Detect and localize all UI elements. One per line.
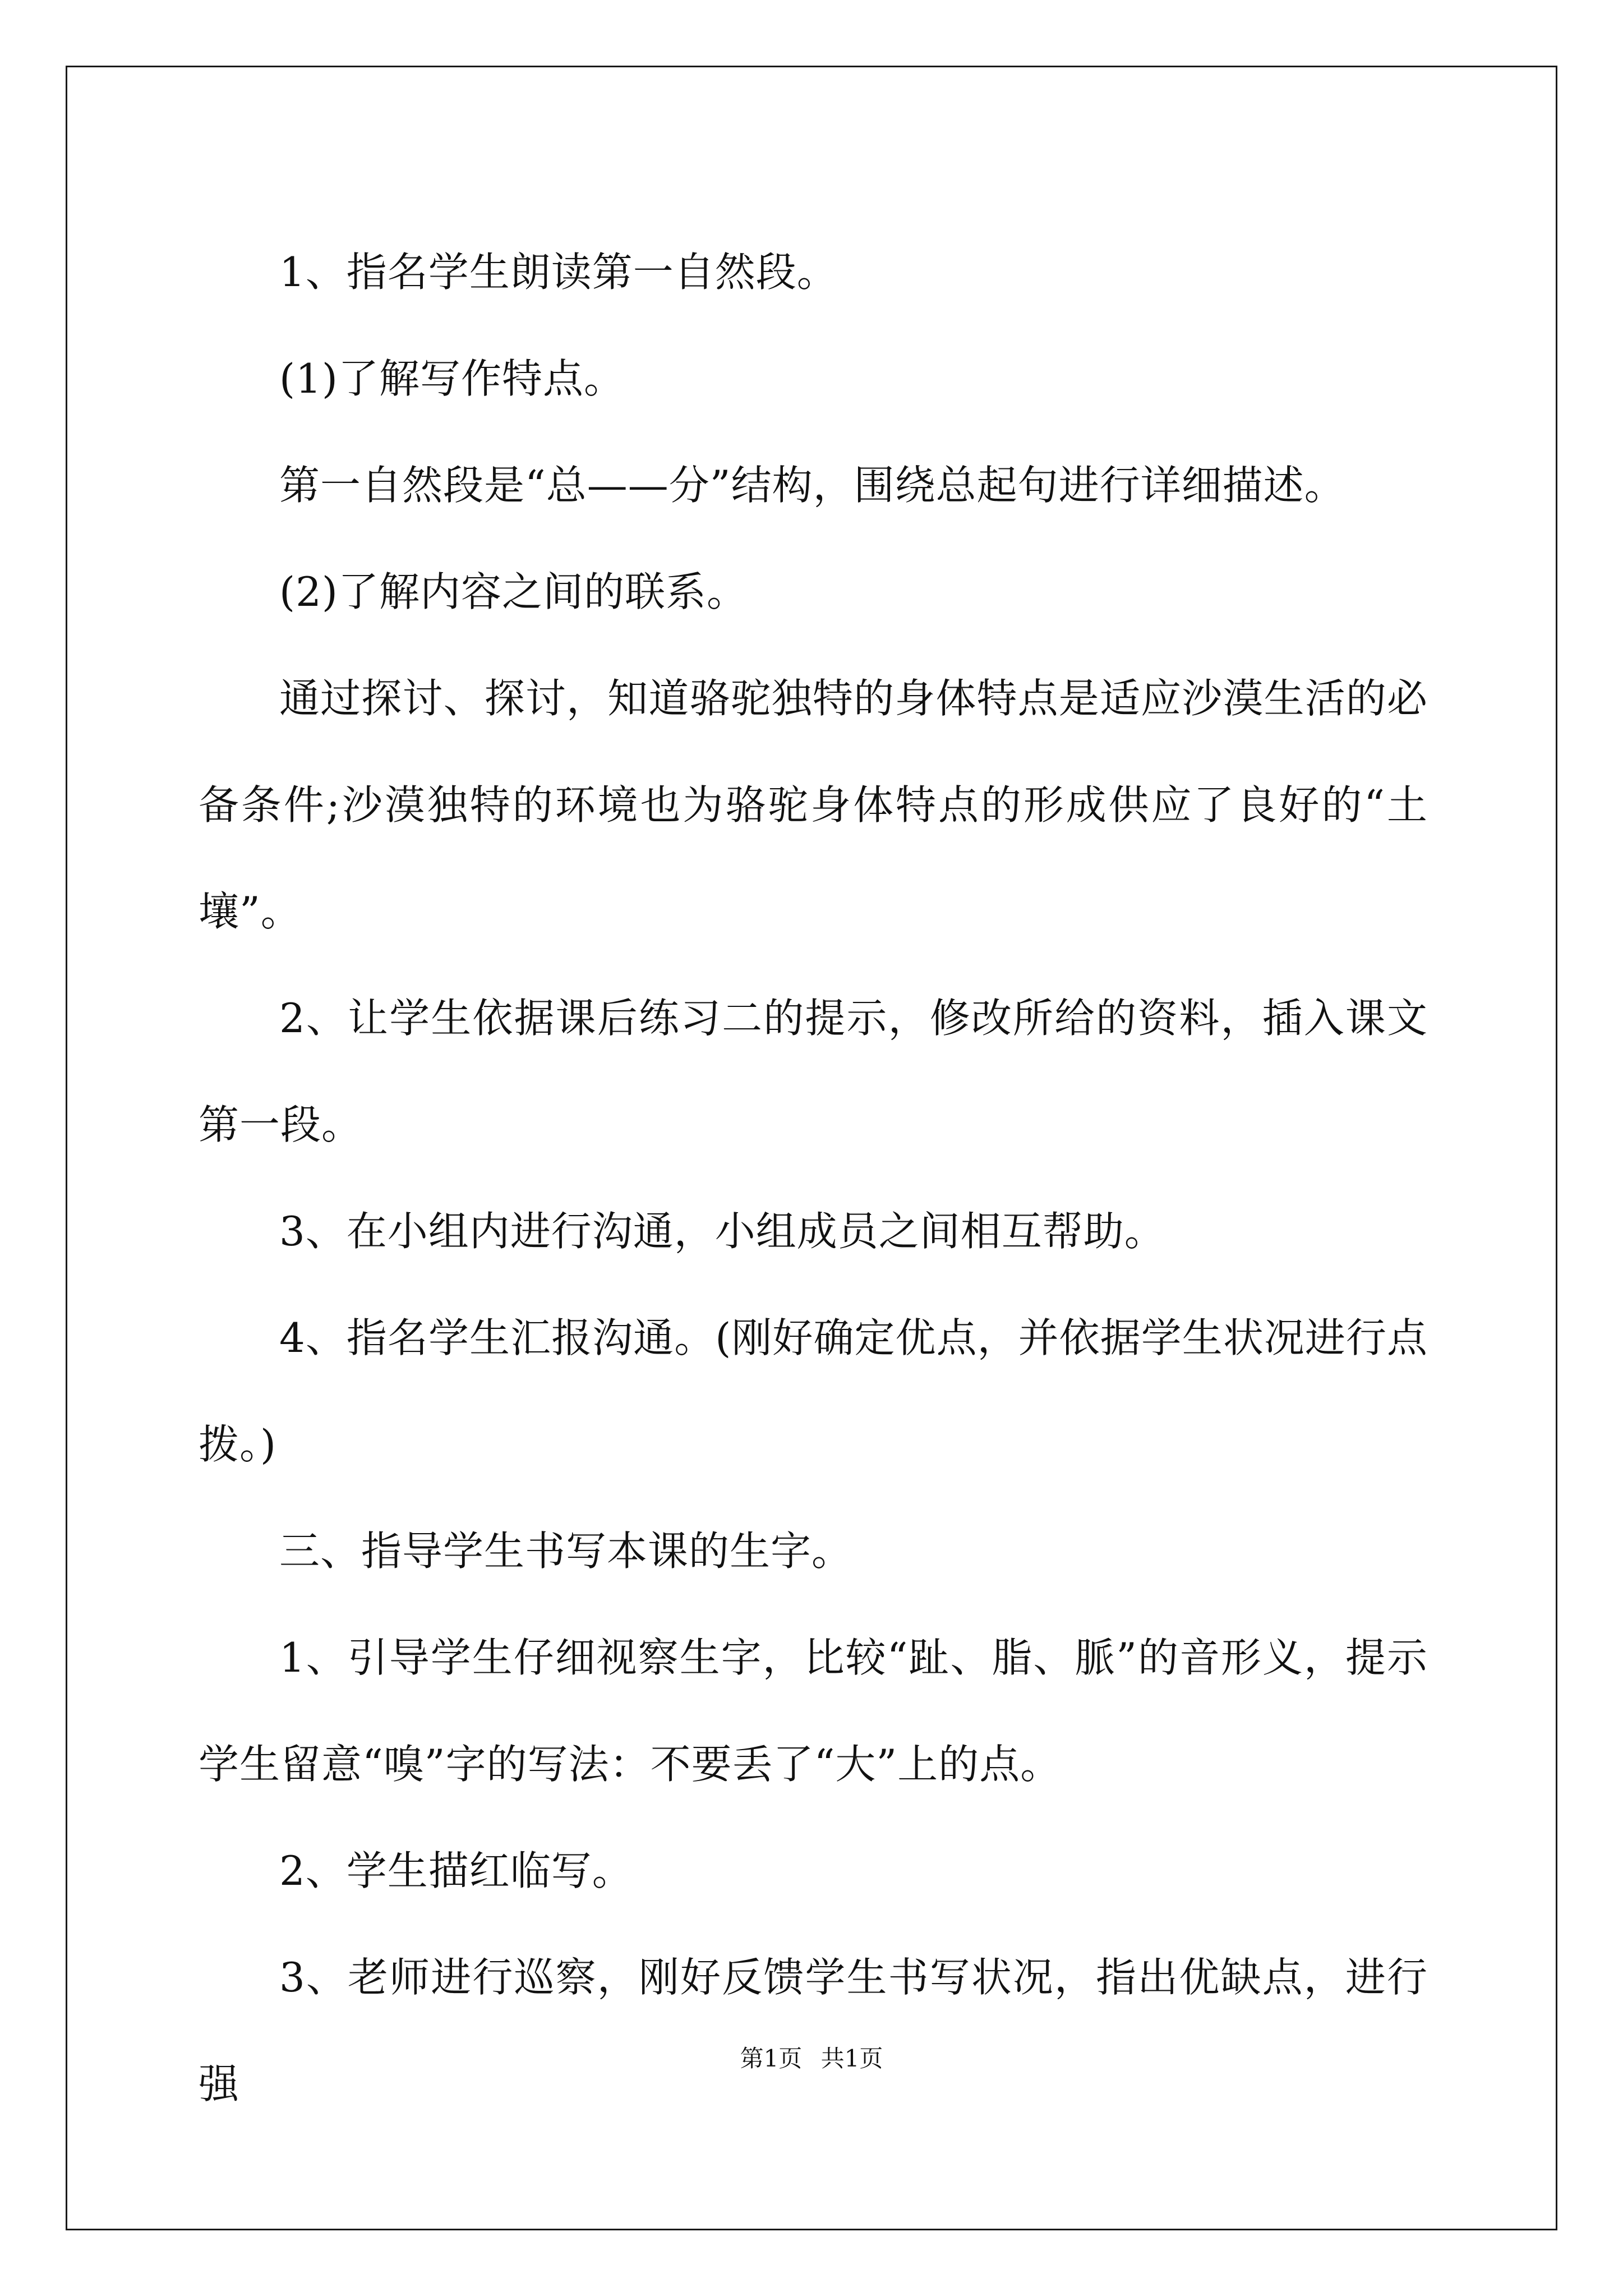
paragraph: 第一自然段是“总——分”结构，围绕总起句进行详细描述。: [279, 462, 1345, 509]
section-heading: 三、指导学生书写本课的生字。: [279, 1527, 853, 1575]
page-number-total: 共1页: [820, 2045, 883, 2072]
paragraph: 1、引导学生仔细视察生字，比较“趾、脂、脈”的音形义，提示学生留意“嗅”字的写法：不要丢了“大”上的点。: [199, 1634, 1428, 1788]
paragraph: 3、在小组内进行沟通，小组成员之间相互帮助。: [279, 1208, 1165, 1255]
paragraph: 1、指名学生朗读第一自然段。: [279, 249, 838, 296]
paragraph: 通过探讨、探讨，知道骆驼独特的身体特点是适应沙漠生活的必备条件;沙漠独特的环境也为骆驼身体特点的形成供应了良好的“土壤”。: [199, 675, 1428, 935]
paragraph: 2、学生描红临写。: [279, 1847, 633, 1894]
page-number-current: 第1页: [740, 2045, 803, 2072]
document-body: [199, 219, 1428, 2137]
paragraph: (2)了解内容之间的联系。: [279, 568, 748, 615]
paragraph: 3、老师进行巡察，刚好反馈学生书写状况，指出优缺点，进行强: [199, 1954, 1428, 2108]
paragraph: 4、指名学生汇报沟通。(刚好确定优点，并依据学生状况进行点拨。): [199, 1314, 1428, 1468]
paragraph: 2、让学生依据课后练习二的提示，修改所给的资料，插入课文第一段。: [199, 995, 1428, 1148]
page-footer: [0, 2042, 1623, 2076]
paragraph: (1)了解写作特点。: [279, 355, 625, 402]
